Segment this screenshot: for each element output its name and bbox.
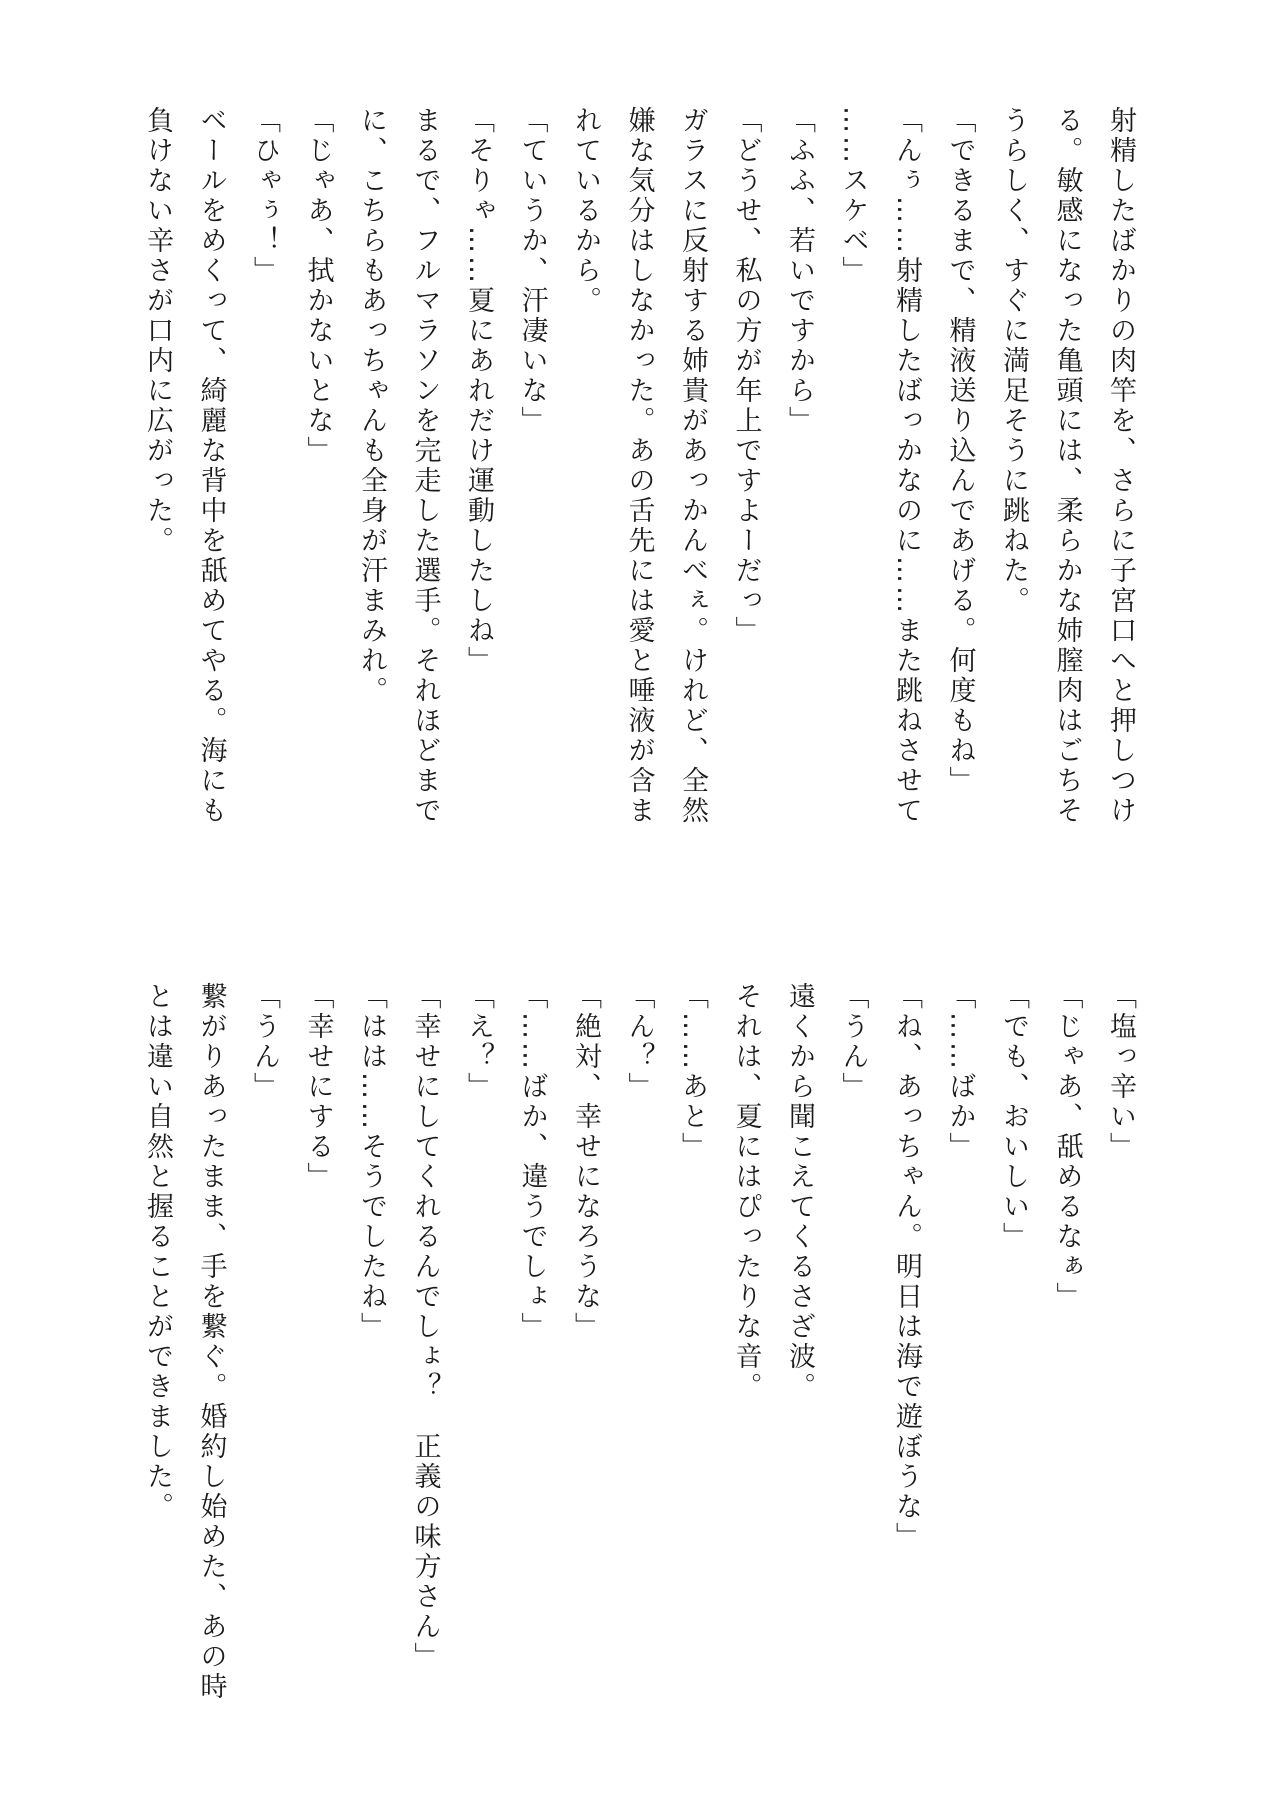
- text-line: 「塩っ辛い」: [1105, 982, 1136, 1162]
- text-line: それは、夏にはぴったりな音。: [730, 982, 762, 1402]
- text-line: 「ひゃぅ！」: [249, 106, 280, 286]
- text-line: に、こちらもあっちゃんも全身が汗まみれ。: [356, 106, 387, 706]
- text-line: 負けない辛さが口内に広がった。: [142, 106, 173, 556]
- text-line: 「できるまで、精液送り込んであげる。何度もね」: [944, 106, 976, 796]
- text-line: 「……ばか」: [944, 982, 976, 1162]
- text-line: 「でも、おいしい」: [998, 982, 1029, 1252]
- text-line: うらしく、すぐに満足そうに跳ねた。: [998, 106, 1029, 616]
- text-line: 「ね、あっちゃん。明日は海で遊ぼうな」: [891, 982, 922, 1552]
- text-line: 「……ばか、違うでしょ」: [516, 982, 548, 1342]
- text-line: 射精したばかりの肉竿を、さらに子宮口へと押しつけ: [1105, 106, 1136, 826]
- text-line: 「ふふ、若いですから」: [784, 106, 815, 436]
- text-line: ……スケベ」: [837, 106, 869, 286]
- text-line: 「はは……そうでしたね」: [356, 982, 387, 1342]
- text-line: 「ん？」: [623, 982, 655, 1102]
- text-line: 「ていうか、汗凄いな」: [516, 106, 548, 436]
- text-line: 「え？」: [463, 982, 494, 1102]
- text-line: まるで、フルマラソンを完走した選手。それほどまで: [409, 106, 441, 826]
- text-line: 「幸せにする」: [302, 982, 334, 1192]
- text-line: 「絶対、幸せになろうな」: [570, 982, 601, 1342]
- text-line: 「そりゃ……夏にあれだけ運動したしね」: [463, 106, 494, 676]
- text-line: 「うん」: [837, 982, 869, 1102]
- text-line: 「……あと」: [677, 982, 708, 1162]
- text-line: 「んぅ……射精したばっかなのに……また跳ねさせて: [891, 106, 922, 826]
- text-line: 「じゃあ、舐めるなぁ」: [1051, 982, 1083, 1312]
- text-line: ベールをめくって、綺麗な背中を舐めてやる。海にも: [195, 106, 227, 826]
- text-line: 遠くから聞こえてくるさざ波。: [784, 982, 815, 1402]
- text-line: 繋がりあったまま、手を繋ぐ。婚約し始めた、あの時: [195, 982, 227, 1702]
- text-block-bottom: [130, 982, 1147, 1742]
- text-line: 「幸せにしてくれるんでしょ？ 正義の味方さん」: [409, 982, 441, 1672]
- text-line: 「うん」: [249, 982, 280, 1102]
- text-line: 嫌な気分はしなかった。あの舌先には愛と唾液が含ま: [623, 106, 655, 826]
- text-line: 「どうせ、私の方が年上ですよーだっ」: [730, 106, 762, 646]
- text-line: ガラスに反射する姉貴があっかんべぇ。けれど、全然: [677, 106, 708, 826]
- text-line: 「じゃあ、拭かないとな」: [302, 106, 334, 466]
- text-block-top: [130, 106, 1147, 866]
- text-line: る。敏感になった亀頭には、柔らかな姉膣肉はごちそ: [1051, 106, 1083, 826]
- text-line: とは違い自然と握ることができました。: [142, 982, 173, 1522]
- text-line: れているから。: [570, 106, 601, 316]
